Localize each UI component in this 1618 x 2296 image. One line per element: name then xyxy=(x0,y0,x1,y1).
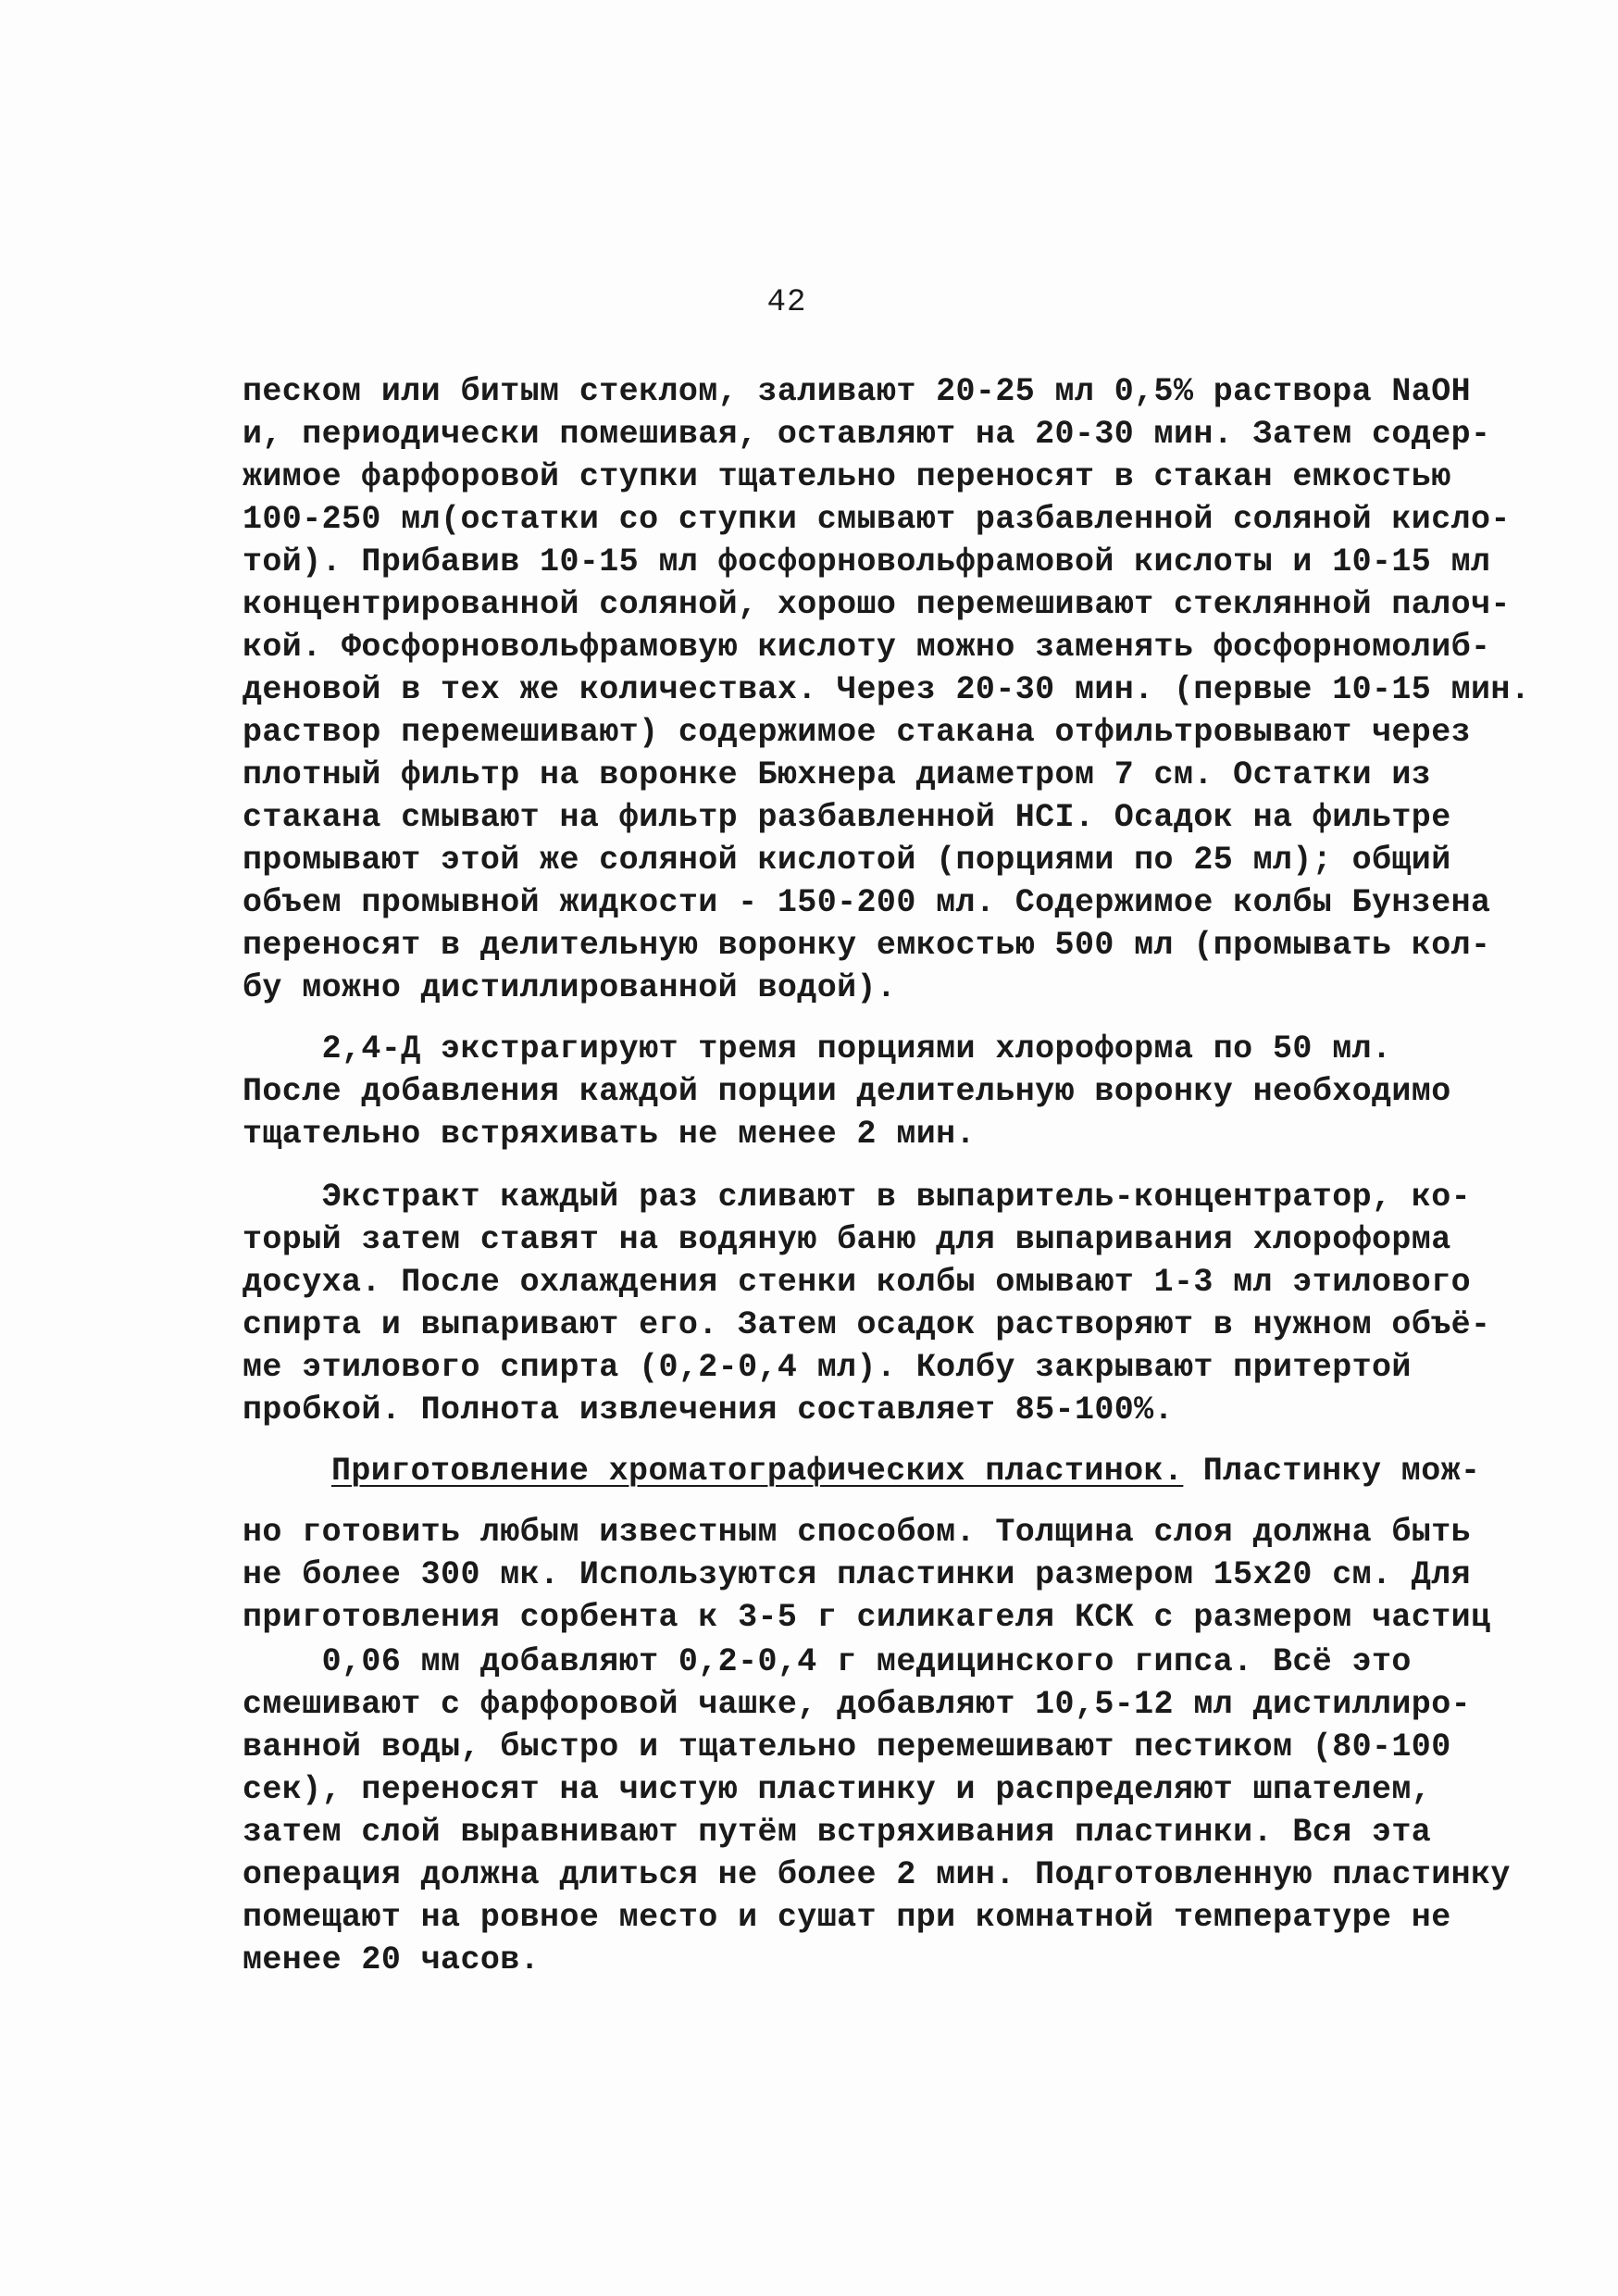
text-line: После добавления каждой порции делительную воронку необходимо xyxy=(243,1073,1451,1110)
text-line: ме этилового спирта (0,2-0,4 мл). Колбу закрывают притертой xyxy=(243,1349,1412,1386)
page-number: 42 xyxy=(766,285,807,320)
text-line: тщательно встряхивать не менее 2 мин. xyxy=(243,1116,976,1153)
text-line: плотный фильтр на воронке Бюхнера диаметром 7 см. Остатки из xyxy=(243,756,1432,793)
text-line: той). Прибавив 10-15 мл фосфорновольфрамовой кислоты и 10-15 мл xyxy=(243,543,1491,580)
text-line: и, периодически помешивая, оставляют на 20-30 мин. Затем содер- xyxy=(243,416,1491,453)
text-line: жимое фарфоровой ступки тщательно переносят в стакан емкостью xyxy=(243,458,1451,495)
section-heading: Приготовление хроматографических пластинок. xyxy=(331,1453,1184,1490)
text-line: затем слой выравнивают путём встряхивания пластинки. Вся эта xyxy=(243,1814,1432,1851)
text-line: 2,4-Д экстрагируют тремя порциями хлороформа по 50 мл. xyxy=(243,1030,1392,1067)
text-line: сек), переносят на чистую пластинку и распределяют шпателем, xyxy=(243,1771,1432,1808)
text-line: менее 20 часов. xyxy=(243,1941,541,1978)
text-line: спирта и выпаривают его. Затем осадок растворяют в нужном объё- xyxy=(243,1306,1491,1343)
text-line: не более 300 мк. Используются пластинки размером 15х20 см. Для xyxy=(243,1556,1472,1593)
text-line: торый затем ставят на водяную баню для выпаривания хлороформа xyxy=(243,1221,1451,1258)
text-line: кой. Фосфорновольфрамовую кислоту можно заменять фосфорномолиб- xyxy=(243,629,1491,666)
text-line: бу можно дистиллированной водой). xyxy=(243,969,897,1006)
text-line: смешивают с фарфоровой чашке, добавляют 10,5-12 мл дистиллиро- xyxy=(243,1686,1472,1723)
text-line: концентрированной соляной, хорошо перемешивают стеклянной палоч- xyxy=(243,586,1511,623)
text-line: песком или битым стеклом, заливают 20-25 мл 0,5% раствора NaOH xyxy=(243,373,1472,410)
text-fragment: Пластинку мож- xyxy=(1183,1453,1481,1490)
text-line: деновой в тех же количествах. Через 20-30 мин. (первые 10-15 мин. xyxy=(243,671,1531,708)
text-line: промывают этой же соляной кислотой (порциями по 25 мл); общий xyxy=(243,842,1451,879)
text-line: раствор перемешивают) содержимое стакана отфильтровывают через xyxy=(243,714,1472,751)
text-line: 0,06 мм добавляют 0,2-0,4 г медицинского гипса. Всё это xyxy=(243,1643,1412,1680)
text-line: помещают на ровное место и сушат при комнатной температуре не xyxy=(243,1899,1451,1936)
text-line: Экстракт каждый раз сливают в выпаритель-концентратор, ко- xyxy=(243,1179,1472,1216)
section-heading-line xyxy=(331,1450,1481,1492)
text-line: 100-250 мл(остатки со ступки смывают разбавленной соляной кисло- xyxy=(243,501,1511,538)
text-line: переносят в делительную воронку емкостью 500 мл (промывать кол- xyxy=(243,927,1491,964)
text-line: стакана смывают на фильтр разбавленной HCI. Осадок на фильтре xyxy=(243,799,1451,836)
text-line: досуха. После охлаждения стенки колбы омывают 1-3 мл этилового xyxy=(243,1264,1472,1301)
text-line: объем промывной жидкости - 150-200 мл. Содержимое колбы Бунзена xyxy=(243,884,1491,921)
text-line: операция должна длиться не более 2 мин. Подготовленную пластинку xyxy=(243,1856,1511,1893)
text-line: ванной воды, быстро и тщательно перемешивают пестиком (80-100 xyxy=(243,1728,1451,1766)
text-line: пробкой. Полнота извлечения составляет 85-100%. xyxy=(243,1391,1174,1429)
text-line: приготовления сорбента к 3-5 г силикагеля КСК с размером частиц xyxy=(243,1599,1491,1636)
text-line: но готовить любым известным способом. Толщина слоя должна быть xyxy=(243,1514,1472,1551)
